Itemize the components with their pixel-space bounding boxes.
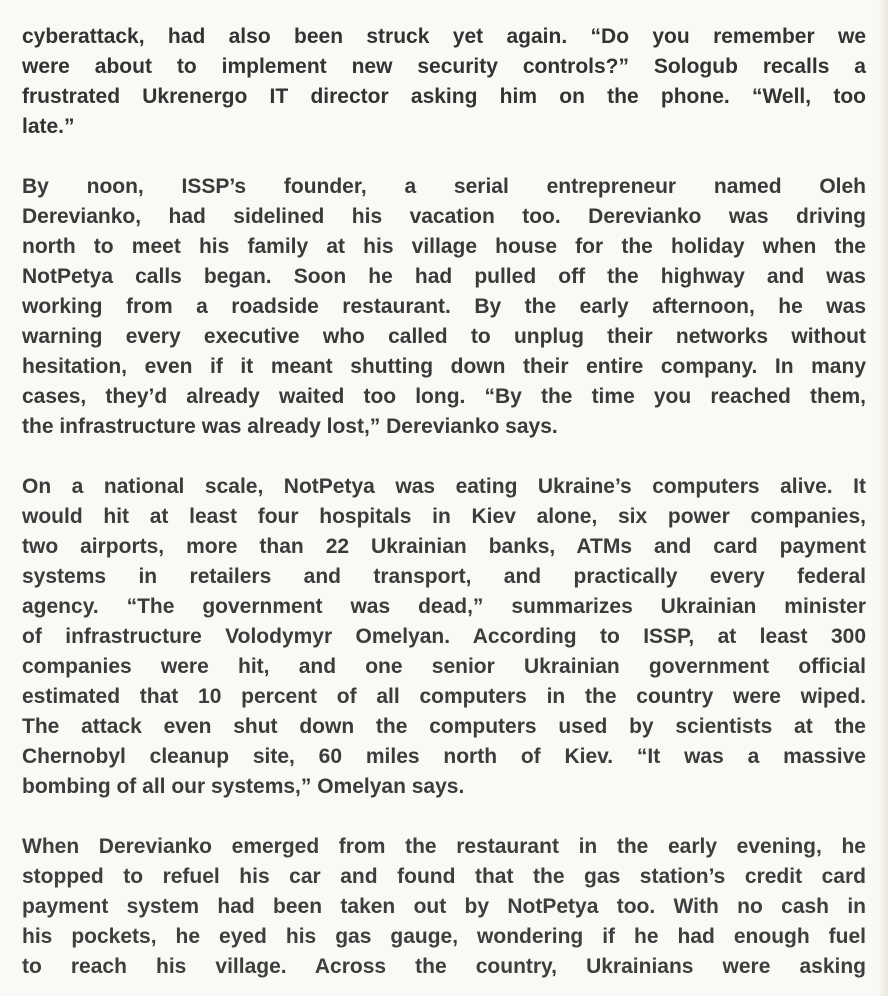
paragraph-2 bbox=[22, 172, 866, 442]
text-line: Chernobyl cleanup site, 60 miles north of Kiev. “It was a massive bbox=[22, 745, 866, 768]
text-line: bombing of all our systems,” Omelyan says. bbox=[22, 775, 465, 798]
text-line: cases, they’d already waited too long. “By the time you reached them, bbox=[22, 385, 866, 408]
text-line: On a national scale, NotPetya was eating Ukraine’s computers alive. It bbox=[22, 475, 866, 498]
text-line: NotPetya calls began. Soon he had pulled off the highway and was bbox=[22, 265, 866, 288]
text-line: to reach his village. Across the country, Ukrainians were asking bbox=[22, 955, 866, 978]
text-line: his pockets, he eyed his gas gauge, wondering if he had enough fuel bbox=[22, 925, 866, 948]
text-line: late.” bbox=[22, 115, 75, 138]
paragraph-4 bbox=[22, 832, 866, 982]
text-line: Derevianko, had sidelined his vacation too. Derevianko was driving bbox=[22, 205, 866, 228]
text-line: warning every executive who called to unplug their networks without bbox=[22, 325, 866, 348]
text-line: north to meet his family at his village house for the holiday when the bbox=[22, 235, 866, 258]
text-line: By noon, ISSP’s founder, a serial entrepreneur named Oleh bbox=[22, 175, 866, 198]
text-line: stopped to refuel his car and found that the gas station’s credit card bbox=[22, 865, 866, 888]
text-line: The attack even shut down the computers used by scientists at the bbox=[22, 715, 866, 738]
text-line: companies were hit, and one senior Ukrainian government official bbox=[22, 655, 866, 678]
text-line: were about to implement new security controls?” Sologub recalls a bbox=[22, 55, 866, 78]
text-line: payment system had been taken out by NotPetya too. With no cash in bbox=[22, 895, 866, 918]
text-line: estimated that 10 percent of all computers in the country were wiped. bbox=[22, 685, 866, 708]
text-line: the infrastructure was already lost,” Derevianko says. bbox=[22, 415, 558, 438]
text-line: When Derevianko emerged from the restaurant in the early evening, he bbox=[22, 835, 866, 858]
text-line: hesitation, even if it meant shutting down their entire company. In many bbox=[22, 355, 866, 378]
paragraph-1 bbox=[22, 22, 866, 142]
text-line: cyberattack, had also been struck yet again. “Do you remember we bbox=[22, 25, 866, 48]
text-line: agency. “The government was dead,” summarizes Ukrainian minister bbox=[22, 595, 866, 618]
text-line: two airports, more than 22 Ukrainian banks, ATMs and card payment bbox=[22, 535, 866, 558]
page-edge-shadow bbox=[878, 0, 888, 996]
paragraph-3 bbox=[22, 472, 866, 802]
text-line: working from a roadside restaurant. By the early afternoon, he was bbox=[22, 295, 866, 318]
text-line: frustrated Ukrenergo IT director asking him on the phone. “Well, too bbox=[22, 85, 866, 108]
text-line: systems in retailers and transport, and practically every federal bbox=[22, 565, 866, 588]
text-line: would hit at least four hospitals in Kiev alone, six power companies, bbox=[22, 505, 866, 528]
text-line: of infrastructure Volodymyr Omelyan. According to ISSP, at least 300 bbox=[22, 625, 866, 648]
